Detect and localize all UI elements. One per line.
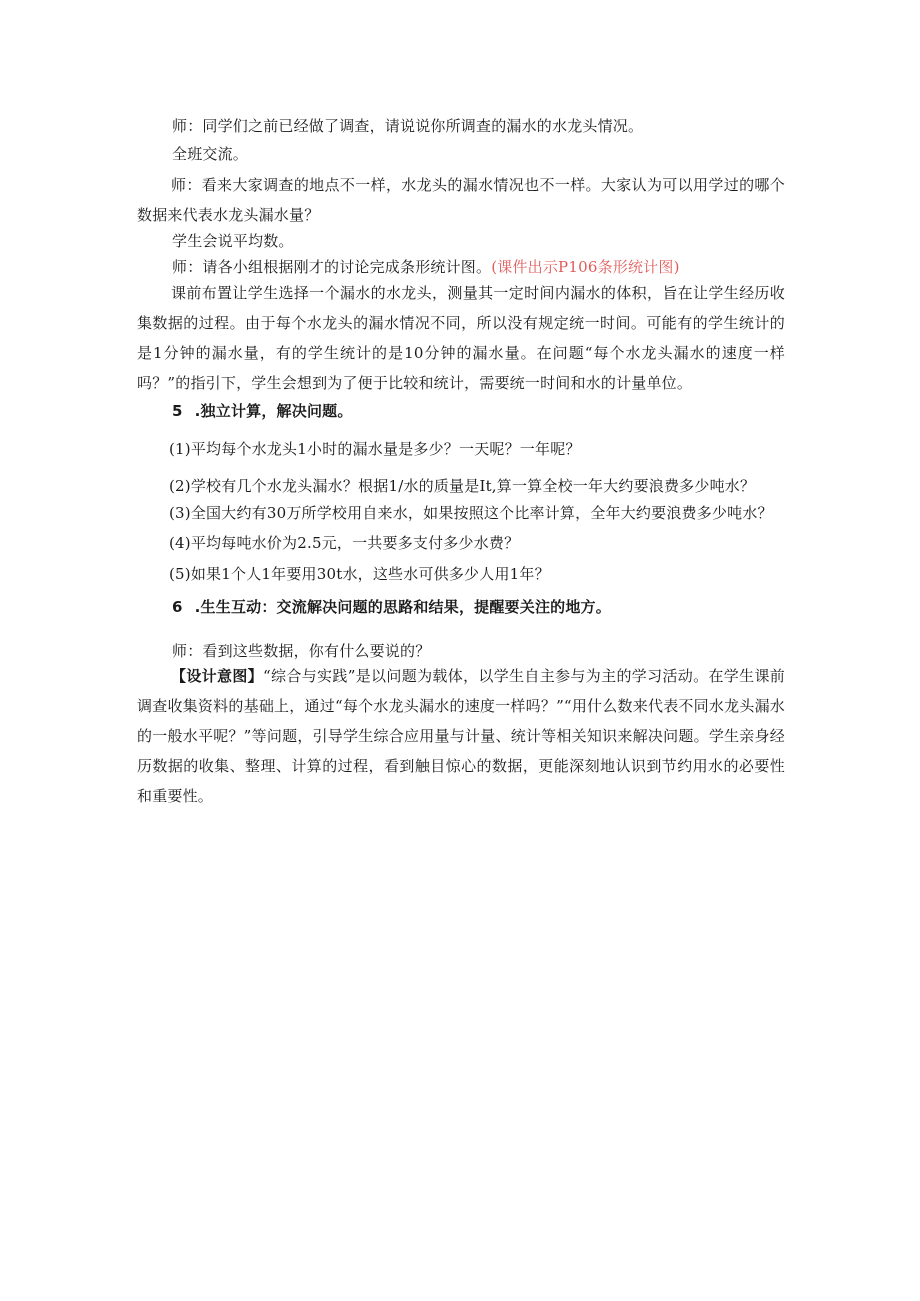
section-6-number: 6 [172,598,183,616]
paragraph-pre-class-assignment: 课前布置让学生选择一个漏水的水龙头，测量其一定时间内漏水的体积，旨在让学生经历收集数据的过程。由于每个水龙头的漏水情况不同，所以没有规定统一时间。可能有的学生统计的是1分钟的漏水量，有的学生统计的是10分钟的漏水量。在问题“每个水龙头漏水的速度一样吗？”的指引下，学生会想到为了便于比较和统计，需要统一时间和水的计量单位。 [137,284,785,392]
design-intent-text: “综合与实践”是以问题为载体，以学生自主参与为主的学习活动。在学生课前调查收集资料的基础上，通过“每个水龙头漏水的速度一样吗？”“用什么数来代表不同水龙头漏水的一般水平呢？”等问题，引导学生综合应用量与计量、统计等相关知识来解决问题。学生亲身经历数据的收集、整理、计算的过程，看到触目惊心的数据，更能深刻地认识到节约用水的必要性和重要性。 [137,667,786,805]
bar-chart-task-text: 师：请各小组根据刚才的讨论完成条形统计图。 [172,258,492,276]
question-2: (2)学校有几个水龙头漏水？根据1/水的质量是It,算一算全校一年大约要浪费多少吨水？ [169,477,756,495]
question-4: (4)平均每吨水价为2.5元，一共要多支付多少水费？ [169,534,520,552]
question-3: (3)全国大约有30万所学校用自来水，如果按照这个比率计算，全年大约要浪费多少吨水？ [169,504,773,522]
design-intent-label: 【设计意图】 [171,667,264,685]
courseware-note: (课件出示P106条形统计图) [491,258,680,276]
section-6-title: .生生互动：交流解决问题的思路和结果，提醒要关注的地方。 [194,598,611,616]
section-6-heading [172,598,611,616]
paragraph-teacher-reflection: 师：看到这些数据，你有什么要说的？ [172,642,431,660]
question-1: (1)平均每个水龙头1小时的漏水量是多少？一天呢？一年呢？ [169,440,581,458]
paragraph-design-intent [137,661,785,811]
paragraph-teacher-data-question: 师：看来大家调查的地点不一样，水龙头的漏水情况也不一样。大家认为可以用学过的哪个数据来代表水龙头漏水量？ [137,176,785,224]
question-5: (5)如果1个人1年要用30t水，这些水可供多少人用1年？ [169,565,550,583]
paragraph-teacher-survey: 师：同学们之前已经做了调查，请说说你所调查的漏水的水龙头情况。 [172,117,644,135]
section-5-number: 5 [172,402,183,420]
section-5-heading [172,402,353,420]
paragraph-class-exchange: 全班交流。 [172,145,249,163]
section-5-title: .独立计算，解决问题。 [194,402,353,420]
paragraph-student-average: 学生会说平均数。 [172,232,294,250]
paragraph-bar-chart-task [172,258,680,276]
